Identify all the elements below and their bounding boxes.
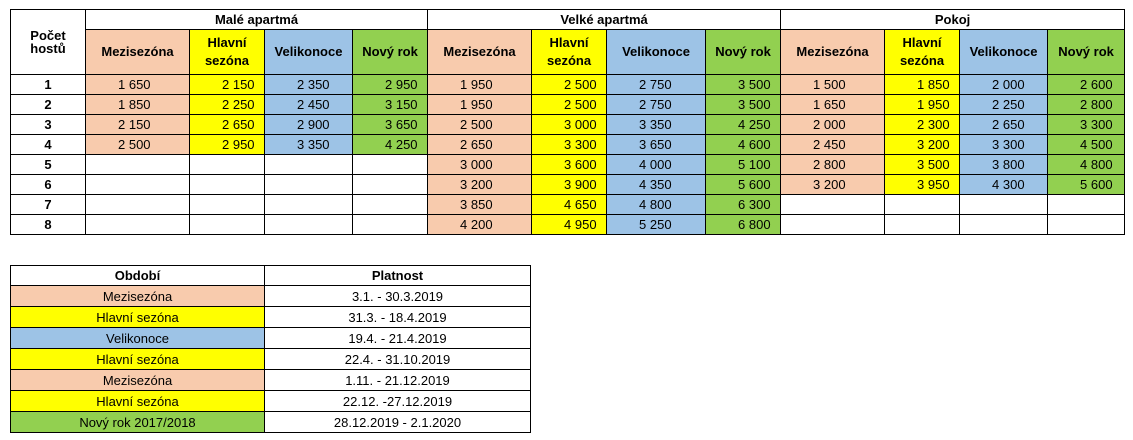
price-body — [11, 75, 1125, 235]
period-name: Mezisezóna — [11, 286, 265, 307]
price-cell: 4 200 — [428, 215, 532, 235]
price-cell: 2 650 — [428, 135, 532, 155]
guests-count: 8 — [11, 215, 86, 235]
price-cell: 4 350 — [607, 175, 706, 195]
period-name: Hlavní sezóna — [11, 391, 265, 412]
period-row — [11, 370, 531, 391]
season-header-line: Hlavní — [549, 35, 589, 50]
period-row — [11, 286, 531, 307]
price-cell: 3 350 — [265, 135, 353, 155]
season-header — [190, 30, 265, 75]
price-cell: 2 500 — [532, 95, 607, 115]
empty-cell — [86, 215, 190, 235]
price-cell: 2 650 — [190, 115, 265, 135]
group-header-pokoj: Pokoj — [781, 10, 1125, 30]
price-cell: 2 250 — [960, 95, 1048, 115]
guests-header-line1: Počet — [30, 28, 66, 43]
season-header-line: Velikonoce — [274, 44, 343, 59]
price-cell: 4 500 — [1048, 135, 1125, 155]
price-cell: 4 800 — [607, 195, 706, 215]
price-cell: 4 000 — [607, 155, 706, 175]
empty-cell — [190, 195, 265, 215]
season-header — [353, 30, 428, 75]
season-header-line: Velikonoce — [622, 44, 690, 59]
price-cell: 3 600 — [532, 155, 607, 175]
price-cell: 5 600 — [706, 175, 781, 195]
guests-count-header — [11, 10, 86, 75]
price-cell: 2 500 — [532, 75, 607, 95]
price-cell: 1 850 — [86, 95, 190, 115]
price-cell: 3 500 — [706, 75, 781, 95]
price-cell: 4 800 — [1048, 155, 1125, 175]
price-cell: 1 500 — [781, 75, 885, 95]
empty-cell — [190, 155, 265, 175]
price-cell: 2 000 — [781, 115, 885, 135]
season-header-line: sezóna — [546, 53, 592, 68]
period-row — [11, 328, 531, 349]
season-header-line: Mezisezóna — [796, 44, 869, 59]
price-table — [10, 9, 1125, 235]
guests-count: 5 — [11, 155, 86, 175]
price-cell: 2 500 — [428, 115, 532, 135]
empty-cell — [265, 195, 353, 215]
season-header-line: Hlavní — [902, 35, 942, 50]
period-table — [10, 265, 531, 433]
period-name: Hlavní sezóna — [11, 307, 265, 328]
empty-cell — [1048, 215, 1125, 235]
price-row — [11, 75, 1125, 95]
price-cell: 3 200 — [781, 175, 885, 195]
price-cell: 2 250 — [190, 95, 265, 115]
empty-cell — [1048, 195, 1125, 215]
empty-cell — [960, 195, 1048, 215]
price-cell: 1 650 — [86, 75, 190, 95]
empty-cell — [885, 195, 960, 215]
price-cell: 3 500 — [885, 155, 960, 175]
validity-header: Platnost — [265, 266, 531, 286]
price-cell: 2 150 — [86, 115, 190, 135]
season-header — [781, 30, 885, 75]
price-cell: 6 300 — [706, 195, 781, 215]
price-cell: 2 450 — [781, 135, 885, 155]
price-cell: 3 200 — [428, 175, 532, 195]
empty-cell — [86, 175, 190, 195]
price-cell: 2 950 — [353, 75, 428, 95]
price-cell: 3 900 — [532, 175, 607, 195]
guests-count: 7 — [11, 195, 86, 215]
price-cell: 4 650 — [532, 195, 607, 215]
season-header-line: Nový rok — [362, 44, 418, 59]
price-cell: 4 950 — [532, 215, 607, 235]
price-cell: 2 500 — [86, 135, 190, 155]
season-header — [428, 30, 532, 75]
price-cell: 4 250 — [706, 115, 781, 135]
price-cell: 2 650 — [960, 115, 1048, 135]
season-header — [532, 30, 607, 75]
season-header — [706, 30, 781, 75]
price-cell: 3 150 — [353, 95, 428, 115]
price-cell: 2 150 — [190, 75, 265, 95]
price-cell: 2 000 — [960, 75, 1048, 95]
season-header — [607, 30, 706, 75]
empty-cell — [190, 215, 265, 235]
empty-cell — [781, 195, 885, 215]
season-header — [885, 30, 960, 75]
price-cell: 5 600 — [1048, 175, 1125, 195]
price-cell: 6 800 — [706, 215, 781, 235]
price-cell: 4 300 — [960, 175, 1048, 195]
price-cell: 3 850 — [428, 195, 532, 215]
period-validity: 3.1. - 30.3.2019 — [265, 286, 531, 307]
price-cell: 3 000 — [428, 155, 532, 175]
price-cell: 1 950 — [428, 75, 532, 95]
period-validity: 22.12. -27.12.2019 — [265, 391, 531, 412]
empty-cell — [265, 215, 353, 235]
price-row — [11, 195, 1125, 215]
price-cell: 1 950 — [428, 95, 532, 115]
price-cell: 3 300 — [532, 135, 607, 155]
empty-cell — [781, 215, 885, 235]
price-cell: 3 500 — [706, 95, 781, 115]
period-validity: 19.4. - 21.4.2019 — [265, 328, 531, 349]
season-header — [960, 30, 1048, 75]
period-row — [11, 307, 531, 328]
price-cell: 2 350 — [265, 75, 353, 95]
season-header-line: Nový rok — [1058, 44, 1114, 59]
price-cell: 5 250 — [607, 215, 706, 235]
price-cell: 4 600 — [706, 135, 781, 155]
period-row — [11, 412, 531, 433]
season-header — [86, 30, 190, 75]
guests-count: 6 — [11, 175, 86, 195]
price-cell: 5 100 — [706, 155, 781, 175]
guests-count: 3 — [11, 115, 86, 135]
price-cell: 3 200 — [885, 135, 960, 155]
period-validity: 22.4. - 31.10.2019 — [265, 349, 531, 370]
price-cell: 2 900 — [265, 115, 353, 135]
price-cell: 2 300 — [885, 115, 960, 135]
price-row — [11, 115, 1125, 135]
price-row — [11, 155, 1125, 175]
price-cell: 1 850 — [885, 75, 960, 95]
price-cell: 2 800 — [781, 155, 885, 175]
guests-count: 1 — [11, 75, 86, 95]
period-name: Mezisezóna — [11, 370, 265, 391]
price-cell: 3 350 — [607, 115, 706, 135]
group-header-male-apartma: Malé apartmá — [86, 10, 428, 30]
price-cell: 3 000 — [532, 115, 607, 135]
group-header-row — [11, 10, 1125, 30]
season-header-line: sezóna — [204, 53, 250, 68]
price-cell: 2 800 — [1048, 95, 1125, 115]
price-cell: 3 650 — [607, 135, 706, 155]
price-cell: 2 950 — [190, 135, 265, 155]
season-header-line: Mezisezóna — [443, 44, 516, 59]
price-row — [11, 95, 1125, 115]
period-row — [11, 391, 531, 412]
empty-cell — [353, 195, 428, 215]
empty-cell — [960, 215, 1048, 235]
price-row — [11, 135, 1125, 155]
period-header-row — [11, 266, 531, 286]
empty-cell — [353, 155, 428, 175]
empty-cell — [86, 155, 190, 175]
price-cell: 2 450 — [265, 95, 353, 115]
period-body — [11, 286, 531, 433]
season-header-line: Nový rok — [715, 44, 771, 59]
guests-header-line2: hostů — [30, 41, 66, 56]
empty-cell — [265, 175, 353, 195]
price-cell: 3 950 — [885, 175, 960, 195]
price-cell: 4 250 — [353, 135, 428, 155]
price-cell: 3 800 — [960, 155, 1048, 175]
price-cell: 1 950 — [885, 95, 960, 115]
season-header-line: sezóna — [900, 53, 945, 68]
price-cell: 2 600 — [1048, 75, 1125, 95]
season-header-row — [11, 30, 1125, 75]
price-cell: 3 300 — [960, 135, 1048, 155]
group-header-velke-apartma: Velké apartmá — [428, 10, 781, 30]
guests-count: 4 — [11, 135, 86, 155]
period-validity: 28.12.2019 - 2.1.2020 — [265, 412, 531, 433]
empty-cell — [353, 175, 428, 195]
season-header-line: Mezisezóna — [101, 44, 174, 59]
season-header-line: Hlavní — [207, 35, 247, 50]
empty-cell — [190, 175, 265, 195]
period-name: Hlavní sezóna — [11, 349, 265, 370]
price-cell: 1 650 — [781, 95, 885, 115]
period-name: Nový rok 2017/2018 — [11, 412, 265, 433]
price-cell: 2 750 — [607, 75, 706, 95]
period-row — [11, 349, 531, 370]
price-cell: 2 750 — [607, 95, 706, 115]
period-name: Velikonoce — [11, 328, 265, 349]
empty-cell — [353, 215, 428, 235]
price-row — [11, 215, 1125, 235]
guests-count: 2 — [11, 95, 86, 115]
price-row — [11, 175, 1125, 195]
period-validity: 31.3. - 18.4.2019 — [265, 307, 531, 328]
price-cell: 3 300 — [1048, 115, 1125, 135]
season-header — [265, 30, 353, 75]
empty-cell — [86, 195, 190, 215]
period-validity: 1.11. - 21.12.2019 — [265, 370, 531, 391]
period-header: Období — [11, 266, 265, 286]
empty-cell — [885, 215, 960, 235]
season-header — [1048, 30, 1125, 75]
season-header-line: Velikonoce — [969, 44, 1038, 59]
empty-cell — [265, 155, 353, 175]
price-cell: 3 650 — [353, 115, 428, 135]
